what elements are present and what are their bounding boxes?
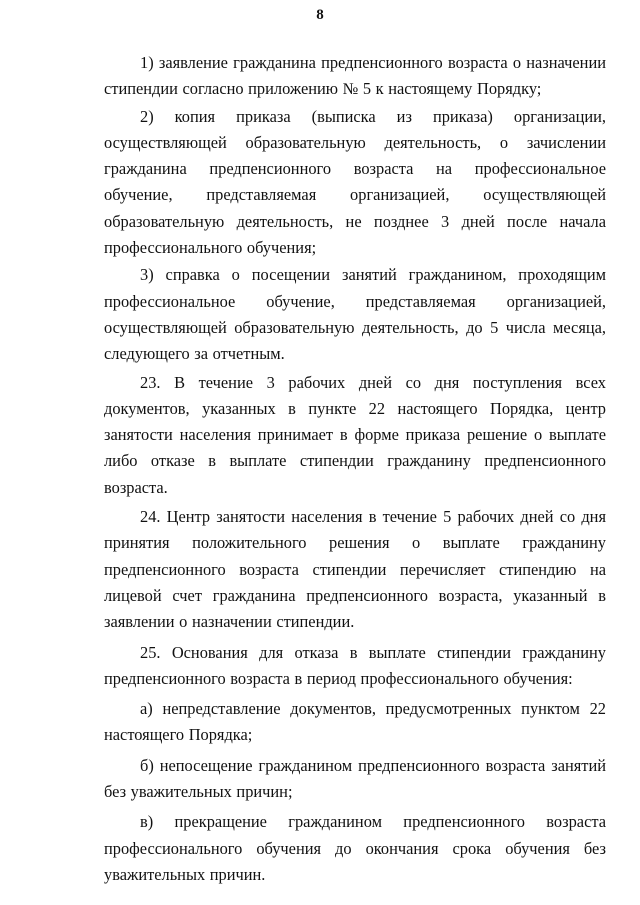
paragraph-point-25: 25. Основания для отказа в выплате стипендии гражданину предпенсионного возраста в период профессионального обучения: [104, 642, 606, 688]
page-number: 8 [316, 7, 324, 23]
paragraph-point-24: 24. Центр занятости населения в течение 5 рабочих дней со дня принятия положительного решения о выплате гражданину предпенсионного возраста стипендии перечисляет стипендию на лицевой счет гражданина предпенсионного возраста, указанный в заявлении о назначении стипендии. [104, 507, 606, 632]
paragraph-point-23: 23. В течение 3 рабочих дней со дня поступления всех документов, указанных в пункте 22 настоящего Порядка, центр занятости населения принимает в форме приказа решение о выплате либо отказе в выплате стипендии гражданину предпенсионного возраста. [104, 372, 606, 497]
document-body [104, 49, 606, 888]
paragraph-subitem-b: б) непосещение гражданином предпенсионного возраста занятий без уважительных причин; [104, 755, 606, 802]
paragraph-item-2: 2) копия приказа (выписка из приказа) организации, осуществляющей образовательную деятельность, о зачислении гражданина предпенсионного возраста на профессиональное обучение, представляемая организацией, осуществляющей образовательную деятельность, не позднее 3 дней после начала профессионального обучения; [104, 106, 606, 258]
paragraph-item-3: 3) справка о посещении занятий гражданином, проходящим профессиональное обучение, представляемая организацией, осуществляющей образовательную деятельность, до 5 числа месяца, следующего за отчетным. [104, 265, 606, 364]
paragraph-subitem-c: в) прекращение гражданином предпенсионного возраста профессионального обучения до окончания срока обучения без уважительных причин. [104, 812, 606, 884]
paragraph-subitem-a: а) непредставление документов, предусмотренных пунктом 22 настоящего Порядка; [104, 699, 606, 745]
paragraph-item-1: 1) заявление гражданина предпенсионного возраста о назначении стипендии согласно приложению № 5 к настоящему Порядку; [104, 53, 606, 99]
